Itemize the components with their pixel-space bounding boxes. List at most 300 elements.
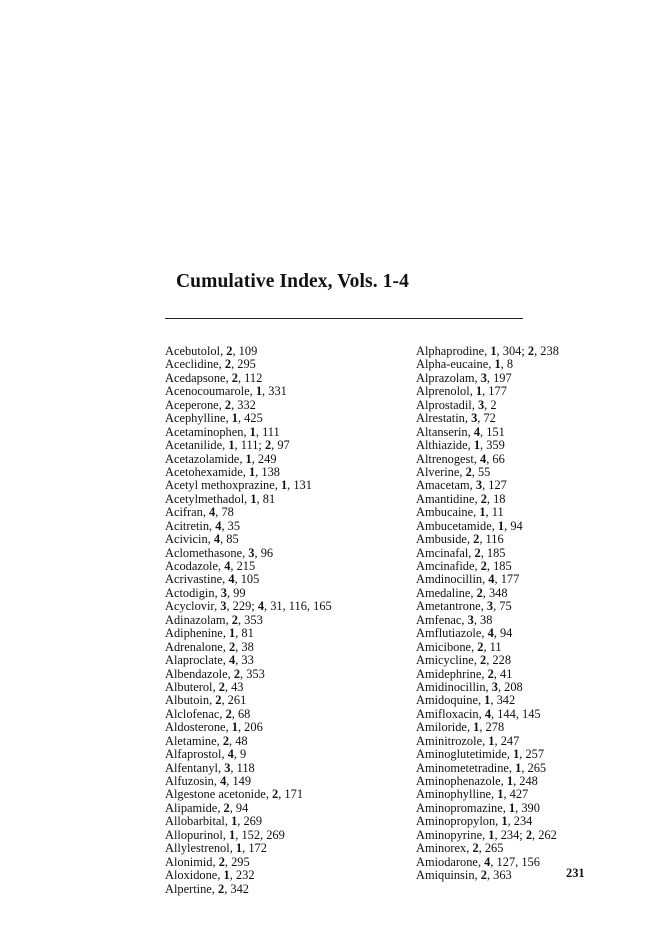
entry-term: Acebutolol — [165, 344, 221, 358]
entry-pages: 33 — [241, 653, 254, 668]
index-entry: Acetyl methoxprazine, 1, 131 — [165, 478, 312, 493]
entry-volume: 1 — [229, 827, 236, 842]
entry-volume: 2 — [231, 370, 238, 385]
entry-term: Amicycline — [416, 653, 474, 668]
entry-term: Alipamide — [165, 800, 218, 815]
entry-volume: 1 — [475, 384, 483, 399]
entry-pages: 177 — [488, 384, 507, 399]
entry-pages: 185 — [486, 545, 506, 560]
entry-volume: 3 — [220, 585, 227, 600]
index-column-right — [416, 345, 559, 883]
index-entry: Aletamine, 2, 48 — [165, 733, 248, 748]
entry-volume: 2 — [476, 585, 483, 600]
entry-pages: 228 — [492, 653, 512, 668]
index-entry: Alfaprostol, 4, 9 — [165, 747, 247, 762]
index-entry: Allylestrenol, 1, 172 — [165, 841, 267, 856]
index-entry: Alpertine, 2, 342 — [165, 881, 249, 896]
entry-volume: 4 — [215, 518, 222, 533]
index-entry: Alfentanyl, 3, 118 — [165, 760, 255, 775]
page-number: 231 — [566, 866, 585, 880]
entry-volume: 2 — [472, 841, 479, 856]
index-entry: Amantidine, 2, 18 — [416, 491, 506, 506]
entry-pages: 111 — [240, 438, 259, 453]
index-entry: Amedaline, 2, 348 — [416, 585, 508, 600]
index-entry: Amiquinsin, 2, 363 — [416, 868, 512, 883]
entry-term: Aceclidine — [165, 357, 219, 372]
entry-volume: 1 — [497, 787, 504, 802]
entry-volume: 1 — [250, 491, 257, 506]
entry-term: Amcinafide — [416, 559, 475, 573]
entry-volume: 3 — [477, 397, 485, 412]
entry-volume: 1 — [488, 827, 495, 842]
entry-volume: 1 — [515, 760, 522, 775]
entry-term: Amcinafal — [416, 545, 469, 560]
index-entry: Amicibone, 2, 11 — [416, 639, 502, 654]
index-entry: Althiazide, 1, 359 — [416, 438, 505, 453]
entry-pages: 78 — [221, 505, 234, 520]
entry-volume: 2 — [465, 464, 472, 479]
title-rule — [165, 318, 523, 319]
index-entry: Aceperone, 2, 332 — [165, 397, 256, 412]
index-entry: Alpha-eucaine, 1, 8 — [416, 357, 514, 372]
entry-volume: 4 — [480, 451, 487, 466]
entry-volume: 2 — [480, 559, 487, 573]
entry-volume: 4 — [487, 626, 494, 641]
entry-volume: 4 — [484, 706, 492, 721]
entry-term: Aceperone — [165, 397, 219, 412]
entry-term: Acephylline — [165, 411, 226, 426]
entry-pages: 99 — [233, 585, 246, 600]
index-entry: Alrestatin, 3, 72 — [416, 411, 496, 426]
entry-volume: 2 — [231, 612, 238, 627]
entry-pages: 127 — [488, 478, 507, 493]
entry-pages: 257 — [525, 747, 545, 762]
entry-volume: 1 — [501, 814, 508, 829]
entry-pages: 304 — [502, 344, 522, 358]
entry-volume: 2 — [218, 854, 225, 869]
entry-volume: 2 — [525, 827, 533, 842]
entry-pages: 48 — [235, 733, 248, 748]
index-entry: Aminophenazole, 1, 248 — [416, 774, 538, 788]
entry-pages: 55 — [477, 464, 491, 479]
entry-pages: 112 — [244, 370, 263, 385]
index-entry: Adrenalone, 2, 38 — [165, 639, 254, 654]
index-entry: Adinazolam, 2, 353 — [165, 612, 263, 627]
index-entry: Aminopropylon, 1, 234 — [416, 814, 533, 829]
index-entry: Aminorex, 2, 265 — [416, 841, 504, 856]
entry-volume: 2 — [480, 491, 487, 506]
index-entry: Alonimid, 2, 295 — [165, 854, 250, 869]
entry-term: Alprostadil — [416, 397, 472, 412]
entry-volume: 4 — [213, 532, 221, 547]
entry-term: Albutoin — [165, 693, 210, 708]
entry-term: Amedaline — [416, 585, 471, 600]
entry-pages: 2 — [490, 397, 497, 412]
entry-term: Ametantrone — [416, 599, 481, 614]
index-entry: Allopurinol, 1, 152, 269 — [165, 827, 285, 842]
entry-pages: 348 — [488, 585, 508, 600]
entry-term: Aldosterone — [165, 720, 226, 735]
index-entry: Alphaprodine, 1, 304; 2, 238 — [416, 344, 559, 358]
index-entry: Amcinafal, 2, 185 — [416, 545, 506, 560]
index-entry: Acetohexamide, 1, 138 — [165, 464, 280, 479]
index-entry: Amifloxacin, 4, 144, 145 — [416, 706, 541, 721]
entry-term: Acitretin — [165, 518, 210, 533]
entry-pages: 18 — [493, 491, 506, 506]
entry-term: Aminitrozole — [416, 733, 483, 748]
entry-pages: 295 — [231, 854, 250, 869]
entry-pages: 43 — [231, 679, 244, 694]
index-entry: Albendazole, 2, 353 — [165, 666, 265, 681]
entry-term: Acyclovir — [165, 599, 215, 614]
entry-term: Aloxidone — [165, 868, 218, 883]
entry-volume: 2 — [264, 438, 272, 453]
index-entry: Alprazolam, 3, 197 — [416, 370, 512, 385]
entry-term: Alprenolol — [416, 384, 470, 399]
entry-volume: 2 — [487, 666, 494, 681]
entry-volume: 4 — [224, 559, 231, 573]
entry-pages: 81 — [241, 626, 254, 641]
entry-volume: 2 — [224, 357, 232, 372]
entry-term: Amiodarone — [416, 854, 478, 869]
entry-volume: 2 — [226, 344, 233, 358]
index-entry: Albuterol, 2, 43 — [165, 679, 244, 694]
entry-term: Aminorex — [416, 841, 467, 856]
index-entry: Acitretin, 4, 35 — [165, 518, 241, 533]
entry-volume: 3 — [220, 599, 227, 614]
entry-pages: 427 — [509, 787, 529, 802]
entry-volume: 3 — [224, 760, 231, 775]
entry-term: Alfuzosin — [165, 774, 214, 788]
entry-term: Allopurinol — [165, 827, 223, 842]
index-entry: Aminitrozole, 1, 247 — [416, 733, 520, 748]
entry-pages: 342 — [230, 881, 249, 896]
index-entry: Ambucetamide, 1, 94 — [416, 518, 523, 533]
entry-term: Ambuside — [416, 532, 467, 547]
entry-volume: 2 — [218, 679, 225, 694]
entry-volume: 1 — [228, 438, 235, 453]
entry-volume: 1 — [497, 518, 505, 533]
entry-pages: 359 — [486, 438, 505, 453]
entry-volume: 1 — [231, 411, 238, 426]
entry-volume: 2 — [480, 653, 487, 668]
index-entry: Amacetam, 3, 127 — [416, 478, 507, 493]
index-entry: Alipamide, 2, 94 — [165, 800, 249, 815]
index-entry: Ambuside, 2, 116 — [416, 532, 504, 547]
index-entry: Aclomethasone, 3, 96 — [165, 545, 274, 560]
entry-term: Aclomethasone — [165, 545, 243, 560]
index-entry: Algestone acetonide, 2, 171 — [165, 787, 304, 802]
entry-volume: 2 — [224, 397, 232, 412]
entry-term: Alpha-eucaine — [416, 357, 489, 372]
entry-volume: 4 — [229, 653, 236, 668]
index-entry: Aminoglutetimide, 1, 257 — [416, 747, 545, 762]
entry-term: Acetaminophen — [165, 424, 244, 439]
entry-pages: 208 — [504, 679, 523, 694]
entry-term: Acedapsone — [165, 370, 226, 385]
entry-pages: 229 — [232, 599, 252, 614]
entry-term: Algestone acetonide — [165, 787, 266, 802]
entry-term: Acifran — [165, 505, 203, 520]
entry-volume: 2 — [218, 881, 225, 896]
index-entry: Amfenac, 3, 38 — [416, 612, 493, 627]
index-entry: Acenocoumarole, 1, 331 — [165, 384, 287, 399]
entry-pages: 171 — [284, 787, 304, 802]
index-entry: Alverine, 2, 55 — [416, 464, 491, 479]
entry-pages: 331 — [268, 384, 287, 399]
index-entry: Altanserin, 4, 151 — [416, 424, 505, 439]
entry-volume: 3 — [480, 370, 487, 385]
entry-volume: 1 — [248, 464, 256, 479]
entry-volume: 2 — [222, 733, 230, 748]
entry-volume: 3 — [467, 612, 474, 627]
entry-term: Aminophenazole — [416, 774, 501, 788]
entry-pages: 66 — [492, 451, 505, 466]
entry-pages: 177 — [500, 572, 520, 587]
entry-term: Alverine — [416, 464, 460, 479]
index-entry: Adiphenine, 1, 81 — [165, 626, 254, 641]
entry-term: Acetanilide — [165, 438, 223, 453]
entry-volume: 1 — [494, 357, 501, 372]
entry-pages: 81 — [262, 491, 276, 506]
index-entry: Amiodarone, 4, 127, 156 — [416, 854, 540, 869]
entry-pages: 38 — [480, 612, 493, 627]
entry-term: Aminopromazine — [416, 800, 503, 815]
index-entry: Acyclovir, 3, 229; 4, 31, 116, 165 — [165, 599, 332, 614]
entry-pages: 38 — [241, 639, 254, 654]
entry-pages: 206 — [244, 720, 263, 735]
index-entry: Alaproclate, 4, 33 — [165, 653, 254, 668]
entry-pages: 72 — [483, 411, 496, 426]
index-entry: Altrenogest, 4, 66 — [416, 451, 505, 466]
page-title: Cumulative Index, Vols. 1-4 — [176, 271, 409, 292]
entry-pages: 9 — [240, 747, 247, 762]
entry-pages: 31, 116, 165 — [270, 599, 332, 614]
index-entry: Amidephrine, 2, 41 — [416, 666, 513, 681]
index-entry: Aminophylline, 1, 427 — [416, 787, 529, 802]
entry-pages: 41 — [500, 666, 513, 681]
index-entry: Alfuzosin, 4, 149 — [165, 774, 252, 788]
entry-term: Adiphenine — [165, 626, 223, 641]
entry-pages: 353 — [246, 666, 265, 681]
entry-pages: 215 — [236, 559, 256, 573]
entry-term: Acetylmethadol — [165, 491, 245, 506]
entry-volume: 3 — [471, 411, 478, 426]
index-entry: Actodigin, 3, 99 — [165, 585, 246, 600]
entry-pages: 151 — [486, 424, 505, 439]
entry-pages: 152, 269 — [241, 827, 285, 842]
entry-pages: 425 — [244, 411, 263, 426]
index-entry: Aceclidine, 2, 295 — [165, 357, 256, 372]
entry-volume: 1 — [473, 438, 481, 453]
entry-term: Albuterol — [165, 679, 213, 694]
entry-volume: 1 — [223, 868, 230, 883]
entry-term: Alclofenac — [165, 706, 220, 721]
entry-volume: 2 — [223, 800, 230, 815]
entry-pages: 35 — [227, 518, 241, 533]
entry-term: Amfenac — [416, 612, 462, 627]
entry-pages: 75 — [499, 599, 512, 614]
entry-volume: 1 — [229, 626, 236, 641]
entry-volume: 4 — [228, 572, 235, 587]
entry-volume: 2 — [480, 868, 487, 883]
entry-pages: 8 — [506, 357, 514, 372]
entry-volume: 1 — [235, 841, 243, 856]
entry-volume: 1 — [508, 800, 516, 815]
entry-volume: 3 — [475, 478, 483, 493]
entry-term: Amiquinsin — [416, 868, 475, 883]
entry-pages: 234 — [500, 827, 520, 842]
entry-volume: 1 — [479, 505, 486, 520]
entry-pages: 127, 156 — [496, 854, 540, 869]
entry-volume: 1 — [280, 478, 288, 493]
entry-term: Amifloxacin — [416, 706, 479, 721]
entry-term: Ambucetamide — [416, 518, 492, 533]
entry-term: Amiloride — [416, 720, 467, 735]
index-entry: Aldosterone, 1, 206 — [165, 720, 263, 735]
entry-pages: 249 — [257, 451, 277, 466]
entry-term: Aminoglutetimide — [416, 747, 507, 762]
entry-pages: 265 — [527, 760, 547, 775]
entry-term: Amantidine — [416, 491, 475, 506]
entry-term: Alpertine — [165, 881, 212, 896]
index-entry: Aminometetradine, 1, 265 — [416, 760, 547, 775]
entry-term: Aminophylline — [416, 787, 492, 802]
entry-volume: 1 — [513, 747, 520, 762]
entry-pages: 138 — [261, 464, 280, 479]
entry-term: Amidephrine — [416, 666, 482, 681]
entry-term: Adinazolam — [165, 612, 226, 627]
entry-term: Acetohexamide — [165, 464, 243, 479]
index-entry: Alprenolol, 1, 177 — [416, 384, 507, 399]
entry-pages: 295 — [237, 357, 256, 372]
entry-volume: 2 — [215, 693, 222, 708]
entry-volume: 3 — [486, 599, 494, 614]
index-entry: Aminopromazine, 1, 390 — [416, 800, 540, 815]
entry-pages: 232 — [235, 868, 255, 883]
index-entry: Aloxidone, 1, 232 — [165, 868, 255, 883]
entry-pages: 94 — [235, 800, 249, 815]
entry-volume: 2 — [473, 532, 480, 547]
entry-pages: 248 — [519, 774, 538, 788]
entry-pages: 85 — [226, 532, 239, 547]
entry-pages: 185 — [493, 559, 512, 573]
entry-term: Amdinocillin — [416, 572, 483, 587]
entry-term: Adrenalone — [165, 639, 223, 654]
entry-pages: 109 — [238, 344, 258, 358]
entry-volume: 1 — [473, 720, 480, 735]
entry-term: Altrenogest — [416, 451, 474, 466]
entry-term: Alaproclate — [165, 653, 223, 668]
entry-pages: 234 — [513, 814, 533, 829]
entry-term: Aminopropylon — [416, 814, 496, 829]
entry-term: Aminometetradine — [416, 760, 509, 775]
entry-term: Amflutiazole — [416, 626, 482, 641]
entry-volume: 3 — [248, 545, 255, 560]
index-entry: Acebutolol, 2, 109 — [165, 344, 258, 358]
entry-pages: 11 — [489, 639, 502, 654]
entry-volume: 4 — [209, 505, 216, 520]
entry-pages: 342 — [496, 693, 516, 708]
entry-pages: 262 — [538, 827, 557, 842]
entry-volume: 1 — [506, 774, 514, 788]
entry-pages: 68 — [237, 706, 251, 721]
index-entry: Acodazole, 4, 215 — [165, 559, 256, 573]
entry-volume: 4 — [257, 599, 265, 614]
entry-term: Allylestrenol — [165, 841, 230, 856]
entry-volume: 1 — [255, 384, 263, 399]
entry-pages: 116 — [485, 532, 504, 547]
index-entry: Amiloride, 1, 278 — [416, 720, 505, 735]
entry-term: Albendazole — [165, 666, 228, 681]
entry-term: Alprazolam — [416, 370, 475, 385]
index-entry: Amicycline, 2, 228 — [416, 653, 512, 668]
entry-volume: 2 — [477, 639, 484, 654]
index-entry: Acetaminophen, 1, 111 — [165, 424, 280, 439]
entry-volume: 2 — [233, 666, 241, 681]
entry-volume: 2 — [229, 639, 236, 654]
entry-term: Aminopyrine — [416, 827, 483, 842]
index-entry: Amdinocillin, 4, 177 — [416, 572, 520, 587]
entry-pages: 131 — [293, 478, 312, 493]
entry-term: Amacetam — [416, 478, 470, 493]
index-entry: Acifran, 4, 78 — [165, 505, 234, 520]
entry-volume: 4 — [473, 424, 481, 439]
entry-pages: 96 — [260, 545, 274, 560]
entry-volume: 2 — [225, 706, 232, 721]
entry-pages: 111 — [262, 424, 280, 439]
entry-pages: 197 — [493, 370, 512, 385]
entry-pages: 97 — [277, 438, 290, 453]
entry-pages: 94 — [499, 626, 513, 641]
entry-pages: 149 — [232, 774, 252, 788]
entry-pages: 363 — [493, 868, 512, 883]
index-entry: Alclofenac, 2, 68 — [165, 706, 251, 721]
entry-term: Amicibone — [416, 639, 472, 654]
entry-volume: 4 — [484, 854, 491, 869]
entry-term: Aletamine — [165, 733, 217, 748]
entry-term: Acetazolamide — [165, 451, 240, 466]
entry-volume: 2 — [272, 787, 279, 802]
index-entry: Acetylmethadol, 1, 81 — [165, 491, 276, 506]
index-entry: Alprostadil, 3, 2 — [416, 397, 497, 412]
index-entry: Acetanilide, 1, 111; 2, 97 — [165, 438, 290, 453]
entry-volume: 4 — [488, 572, 495, 587]
index-column-left — [165, 345, 332, 896]
entry-term: Allobarbital — [165, 814, 225, 829]
entry-volume: 1 — [484, 693, 491, 708]
entry-pages: 390 — [521, 800, 540, 815]
index-entry: Amcinafide, 2, 185 — [416, 559, 512, 573]
entry-volume: 1 — [249, 424, 256, 439]
entry-pages: 353 — [244, 612, 263, 627]
entry-pages: 238 — [540, 344, 559, 358]
index-entry: Aminopyrine, 1, 234; 2, 262 — [416, 827, 557, 842]
entry-volume: 1 — [231, 814, 238, 829]
entry-term: Actodigin — [165, 585, 215, 600]
entry-volume: 1 — [488, 733, 495, 748]
entry-pages: 11 — [491, 505, 504, 520]
entry-term: Acivicin — [165, 532, 208, 547]
entry-term: Alrestatin — [416, 411, 465, 426]
entry-term: Acetyl methoxprazine — [165, 478, 275, 493]
index-entry: Acrivastine, 4, 105 — [165, 572, 260, 587]
entry-pages: 172 — [248, 841, 267, 856]
index-entry: Acivicin, 4, 85 — [165, 532, 239, 547]
entry-pages: 261 — [227, 693, 247, 708]
entry-term: Althiazide — [416, 438, 468, 453]
index-entry: Acephylline, 1, 425 — [165, 411, 263, 426]
